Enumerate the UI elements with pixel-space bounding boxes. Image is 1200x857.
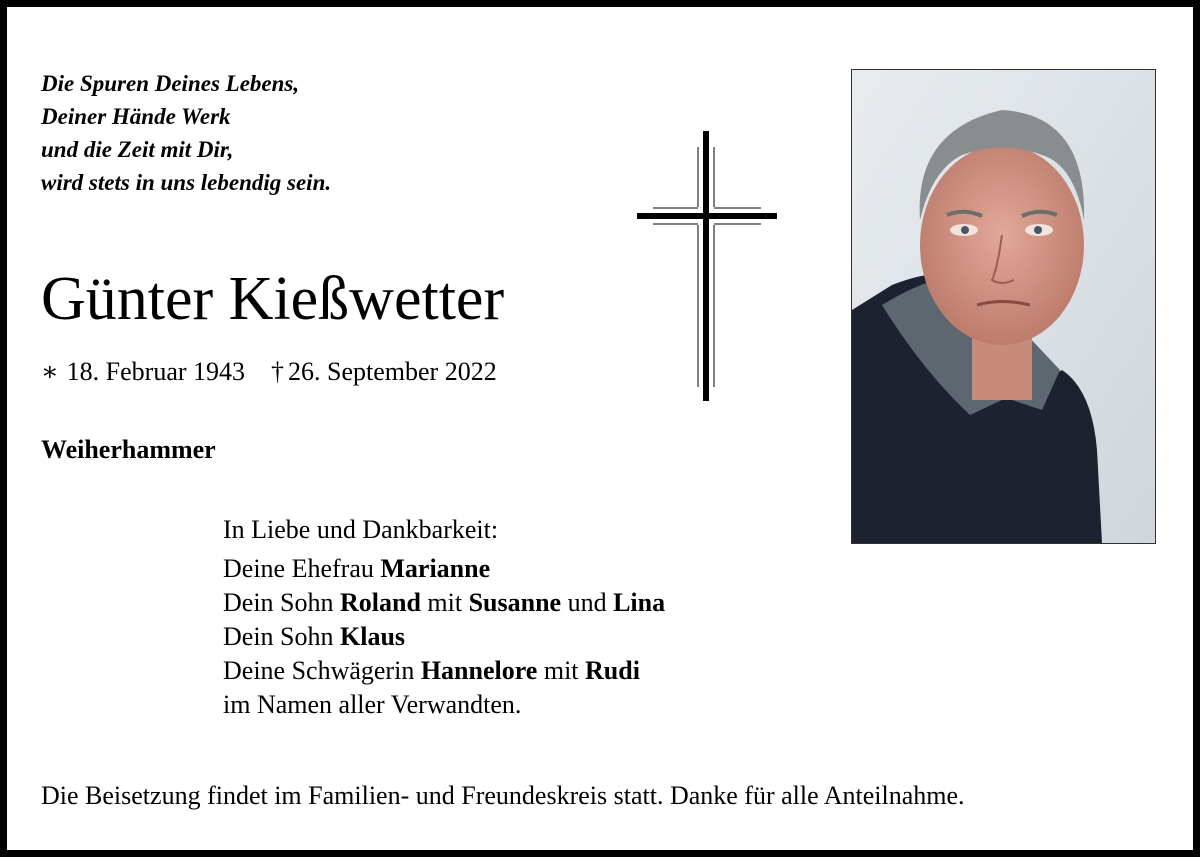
mourner-line-4 (223, 654, 665, 688)
relation-text: Deine Ehefrau (223, 554, 381, 583)
connector-text: mit (537, 656, 586, 685)
poem-line-1: Die Spuren Deines Lebens, (41, 71, 300, 96)
relation-text: Dein Sohn (223, 622, 340, 651)
mourner-name: Rudi (585, 656, 640, 685)
memorial-poem (41, 67, 331, 199)
birth-date: 18. Februar 1943 (66, 357, 246, 386)
death-dagger-icon: † (271, 357, 285, 386)
mourner-line-1 (223, 552, 665, 586)
mourners-list (223, 513, 665, 722)
funeral-note: Die Beisetzung findet im Familien- und Freundeskreis statt. Danke für alle Anteilnahme. (41, 781, 965, 810)
relation-text: Dein Sohn (223, 588, 340, 617)
mourner-line-2 (223, 586, 665, 620)
relation-text: Deine Schwägerin (223, 656, 421, 685)
poem-line-2: Deiner Hände Werk (41, 104, 231, 129)
connector-text: mit (420, 588, 469, 617)
life-dates (41, 355, 497, 389)
mourner-name: Lina (613, 588, 666, 617)
poem-line-3: und die Zeit mit Dir, (41, 137, 234, 162)
deceased-name: Günter Kießwetter (41, 265, 505, 333)
poem-line-4: wird stets in uns lebendig sein. (41, 170, 332, 195)
mourner-name: Susanne (468, 588, 562, 617)
mourner-line-3 (223, 620, 665, 654)
mourner-name: Klaus (340, 622, 406, 651)
portrait-photo (851, 69, 1156, 544)
cross-icon (629, 125, 783, 410)
death-date: 26. September 2022 (288, 357, 497, 386)
mourner-name: Hannelore (420, 656, 538, 685)
birth-star-icon: ∗ (41, 357, 59, 386)
residence-place: Weiherhammer (41, 435, 216, 464)
mourner-name: Marianne (380, 554, 491, 583)
mourners-intro: In Liebe und Dankbarkeit: (223, 515, 499, 544)
mourner-line-5: im Namen aller Verwandten. (223, 690, 522, 719)
connector-text: und (561, 588, 614, 617)
mourner-name: Roland (340, 588, 421, 617)
